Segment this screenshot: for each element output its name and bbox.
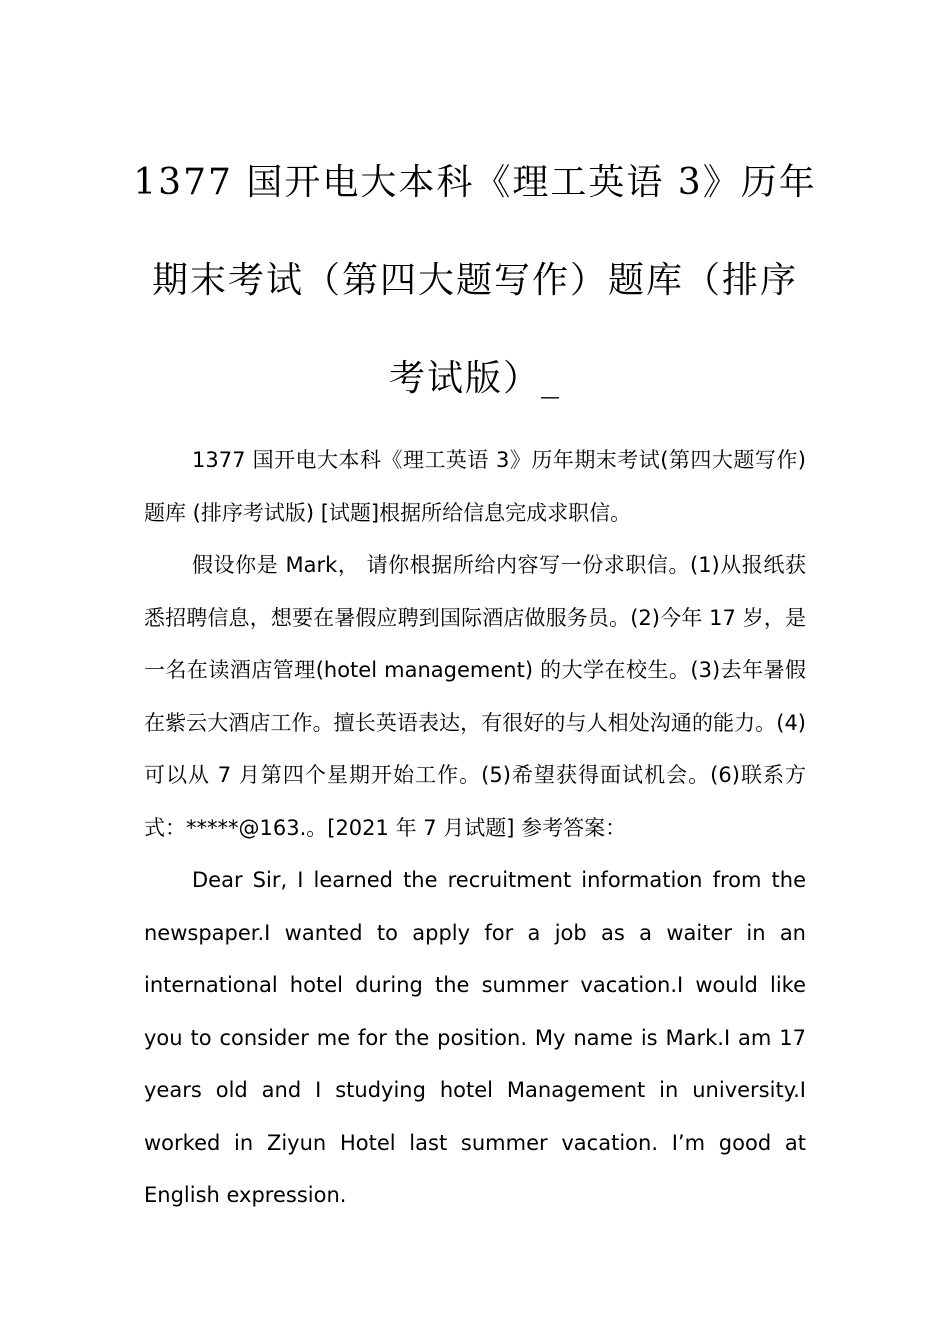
answer-paragraph: Dear Sir, I learned the recruitment information from the newspaper.I wanted to apply for a job as a waiter in an international hotel during the summer vacation.I would like you to consider me for the position. My name is Mark.I am 17 years old and I studying hotel Management in university.I worked in Ziyun Hotel last summer vacation. I’m good at English expression.	[144, 868, 806, 1207]
document-body	[144, 434, 806, 1222]
task-paragraph: 假设你是 Mark， 请你根据所给内容写一份求职信。(1)从报纸获悉招聘信息，想要在暑假应聘到国际酒店做服务员。(2)今年 17 岁，是一名在读酒店管理(hotel management) 的大学在校生。(3)去年暑假在紫云大酒店工作。擅长英语表达，有很好的与人相处沟通的能力。(4)可以从 7 月第四个星期开始工作。(5)希望获得面试机会。(6)联系方式：*****@163.。[2021 年 7 月试题] 参考答案：	[144, 553, 806, 840]
document-title	[130, 134, 820, 428]
title-line-2: 期末考试（第四大题写作）题库（排序	[151, 260, 798, 302]
intro-paragraph: 1377 国开电大本科《理工英语 3》历年期末考试(第四大题写作)题库 (排序考试版) [试题]根据所给信息完成求职信。	[144, 448, 806, 525]
title-line-1: 1377 国开电大本科《理工英语 3》历年	[133, 162, 817, 204]
title-line-3: 考试版）_	[388, 358, 561, 400]
